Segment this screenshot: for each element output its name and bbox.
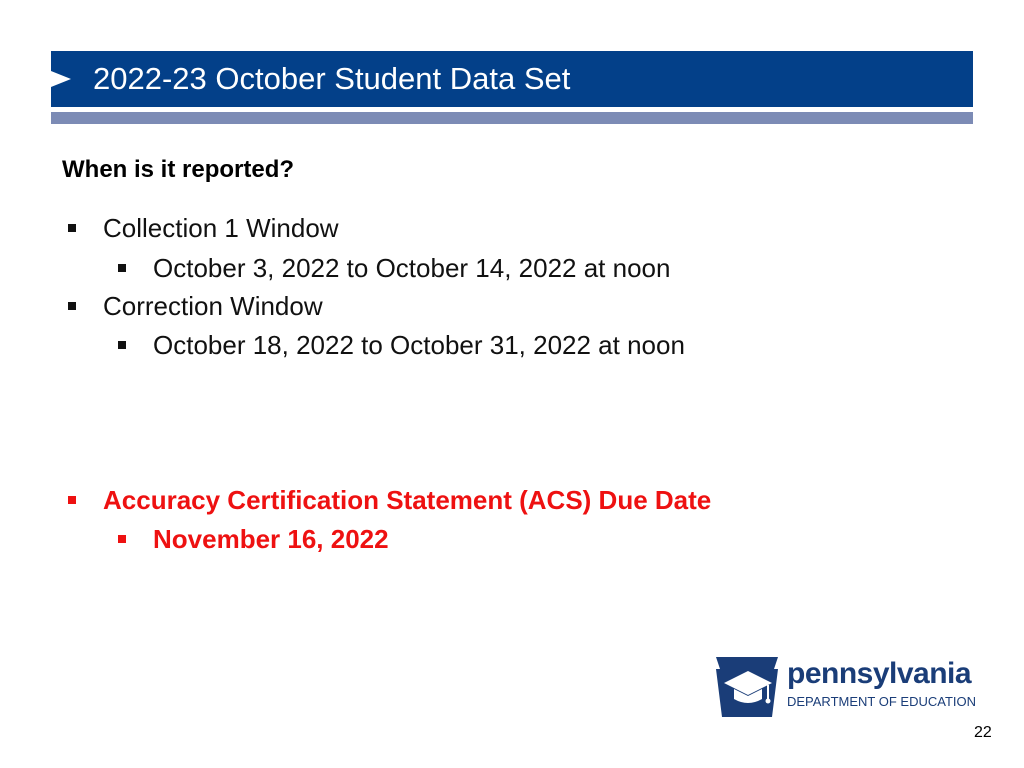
bullet-label: Correction Window bbox=[103, 291, 323, 321]
logo-department: DEPARTMENT OF EDUCATION bbox=[787, 694, 976, 709]
slide-title: 2022-23 October Student Data Set bbox=[93, 61, 571, 96]
sub-bullet-collection-dates bbox=[153, 252, 670, 284]
pa-education-logo bbox=[714, 655, 979, 720]
bullet-acs-due-date bbox=[103, 484, 711, 516]
bullet-label: Collection 1 Window bbox=[103, 213, 339, 243]
square-bullet-icon bbox=[118, 264, 126, 272]
sub-bullet-correction-dates bbox=[153, 329, 685, 361]
title-bar bbox=[51, 51, 973, 107]
bullet-collection-window bbox=[103, 212, 339, 244]
logo-wordmark: pennsylvania bbox=[787, 657, 972, 690]
square-bullet-icon bbox=[68, 302, 76, 310]
sub-bullet-text: October 3, 2022 to October 14, 2022 at noon bbox=[153, 253, 671, 283]
sub-bullet-text: October 18, 2022 to October 31, 2022 at noon bbox=[153, 330, 685, 360]
keystone-graduation-cap-icon bbox=[714, 655, 780, 719]
title-arrow-icon bbox=[51, 71, 71, 87]
square-bullet-icon bbox=[118, 341, 126, 349]
square-bullet-icon bbox=[118, 535, 126, 543]
square-bullet-icon bbox=[68, 496, 76, 504]
square-bullet-icon bbox=[68, 224, 76, 232]
title-accent-bar bbox=[51, 112, 973, 124]
slide-subtitle: When is it reported? bbox=[62, 156, 295, 183]
page-number: 22 bbox=[974, 724, 992, 741]
bullet-correction-window bbox=[103, 290, 323, 322]
sub-bullet-text: November 16, 2022 bbox=[153, 524, 389, 554]
bullet-label: Accuracy Certification Statement (ACS) Due Date bbox=[103, 485, 712, 515]
sub-bullet-acs-date bbox=[153, 523, 389, 555]
